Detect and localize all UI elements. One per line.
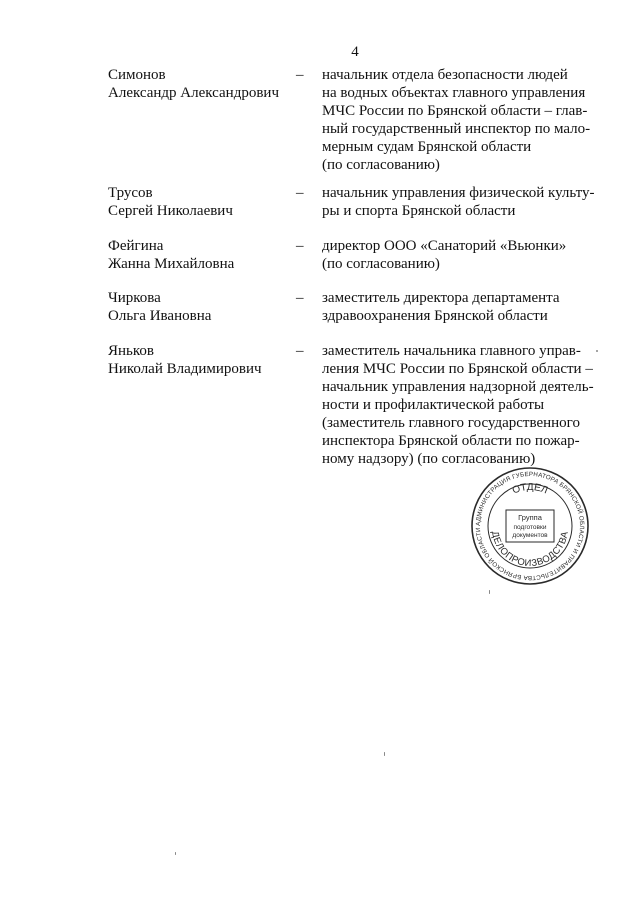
- position-line: (заместитель главного государственного: [322, 415, 580, 431]
- person-name: [108, 289, 278, 325]
- scan-speck: [596, 350, 598, 352]
- given-names: Жанна Михайловна: [108, 256, 235, 272]
- position-line: ный государственный инспектор по мало-: [322, 121, 591, 137]
- surname: Фейгина: [108, 238, 164, 254]
- dash: –: [296, 290, 304, 306]
- surname: Яньков: [108, 343, 154, 359]
- person-name: [108, 66, 278, 102]
- svg-text:Группа: Группа: [518, 513, 542, 522]
- scan-speck: [175, 852, 176, 855]
- svg-text:подготовки: подготовки: [513, 524, 547, 531]
- position-line: здравоохранения Брянской области: [322, 308, 548, 324]
- position-line: ности и профилактической работы: [322, 397, 545, 413]
- position-text: [322, 342, 612, 468]
- position-line: мерным судам Брянской области: [322, 139, 532, 155]
- position-line: (по согласованию): [322, 157, 440, 173]
- position-line: начальник управления надзорной деятель-: [322, 379, 594, 395]
- dash: –: [296, 67, 304, 83]
- stamp-seal-icon: [470, 466, 590, 586]
- surname: Трусов: [108, 185, 153, 201]
- dash: –: [296, 185, 304, 201]
- dash: –: [296, 238, 304, 254]
- svg-text:ДЕЛОПРОИЗВОДСТВА: ДЕЛОПРОИЗВОДСТВА: [489, 530, 571, 570]
- position-line: директор ООО «Санаторий «Вьюнки»: [322, 238, 567, 254]
- position-line: инспектора Брянской области по пожар-: [322, 433, 580, 449]
- office-stamp: [470, 466, 590, 586]
- given-names: Николай Владимирович: [108, 361, 262, 377]
- position-line: (по согласованию): [322, 256, 440, 272]
- scan-speck: [384, 752, 385, 756]
- surname: Чиркова: [108, 290, 161, 306]
- position-text: [322, 184, 612, 220]
- svg-text:документов: документов: [512, 532, 548, 539]
- position-line: заместитель начальника главного управ-: [322, 343, 581, 359]
- person-name: [108, 342, 278, 378]
- svg-text:АДМИНИСТРАЦИЯ ГУБЕРНАТОРА БРЯН: АДМИНИСТРАЦИЯ ГУБЕРНАТОРА БРЯНСКОЙ ОБЛАСТИ И ПРАВИТЕЛЬСТВА БРЯНСКОЙ ОБЛАСТИ: [474, 470, 586, 582]
- position-text: [322, 289, 612, 325]
- position-line: заместитель директора департамента: [322, 290, 560, 306]
- given-names: Александр Александрович: [108, 85, 279, 101]
- position-line: ры и спорта Брянской области: [322, 203, 516, 219]
- position-line: начальник управления физической культу-: [322, 185, 595, 201]
- position-line: на водных объектах главного управления: [322, 85, 586, 101]
- position-line: начальник отдела безопасности людей: [322, 67, 568, 83]
- position-line: ления МЧС России по Брянской области –: [322, 361, 593, 377]
- scan-speck: [489, 590, 490, 594]
- position-line: ному надзору) (по согласованию): [322, 451, 536, 467]
- position-text: [322, 66, 612, 174]
- person-name: [108, 184, 278, 220]
- surname: Симонов: [108, 67, 166, 83]
- given-names: Ольга Ивановна: [108, 308, 212, 324]
- position-text: [322, 237, 612, 273]
- svg-text:ОТДЕЛ: ОТДЕЛ: [510, 481, 550, 497]
- position-line: МЧС России по Брянской области – глав-: [322, 103, 588, 119]
- page-number: 4: [351, 44, 359, 60]
- person-name: [108, 237, 278, 273]
- given-names: Сергей Николаевич: [108, 203, 233, 219]
- dash: –: [296, 343, 304, 359]
